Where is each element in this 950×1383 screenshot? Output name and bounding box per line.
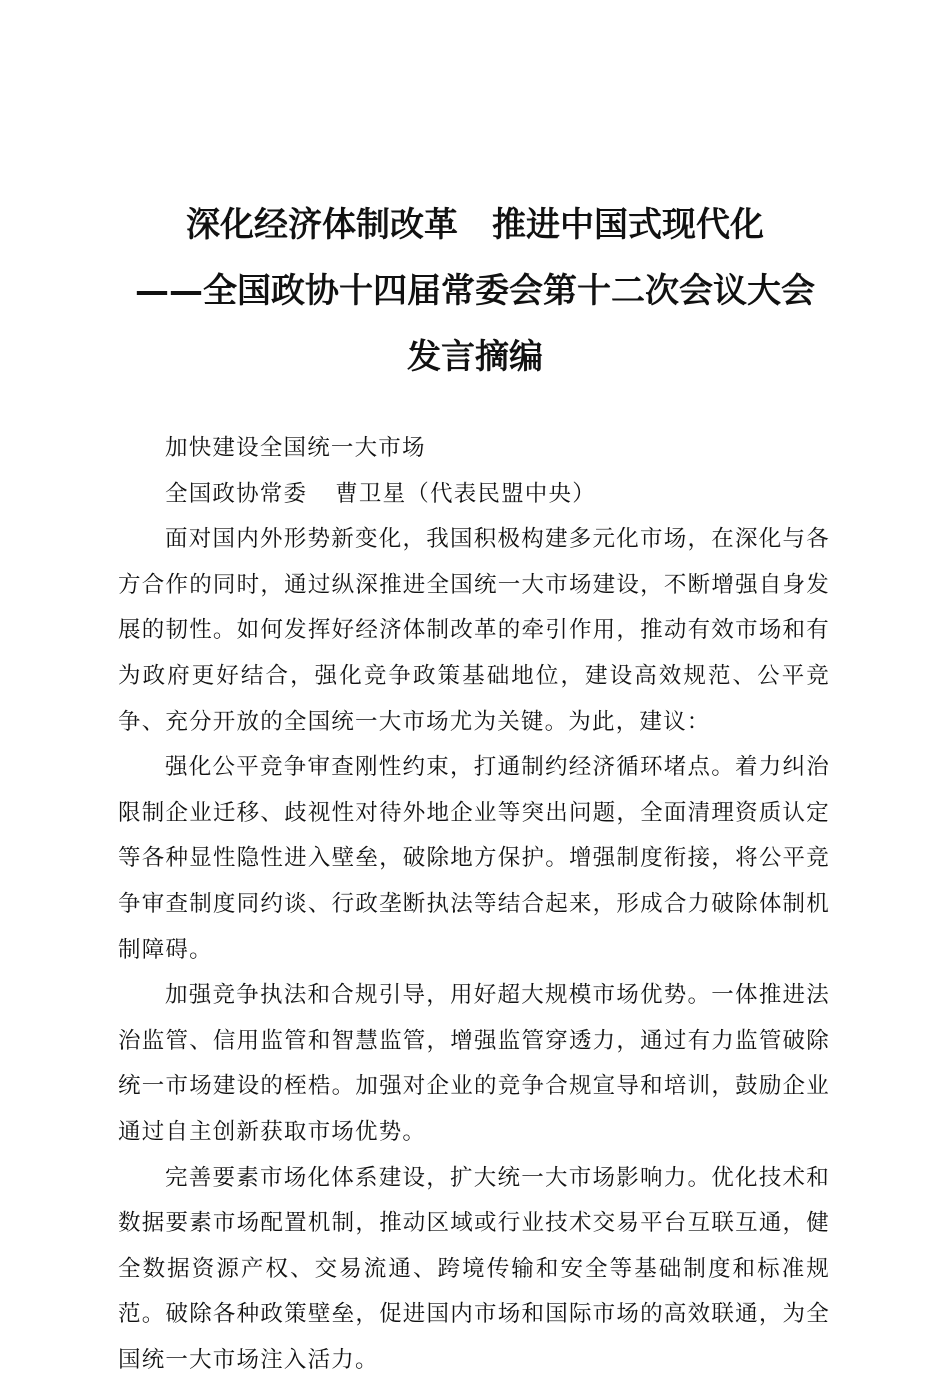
- title-line-3: 发言摘编: [110, 324, 840, 390]
- document-body: [118, 426, 830, 1383]
- paragraph-enforcement: 加强竞争执法和合规引导，用好超大规模市场优势。一体推进法治监管、信用监管和智慧监管，增强监管穿透力，通过有力监管破除统一市场建设的桎梏。加强对企业的竞争合规宣导和培训，鼓励企业通过自主创新获取市场优势。: [118, 973, 830, 1155]
- title-line-2: ——全国政协十四届常委会第十二次会议大会: [110, 258, 840, 324]
- author-name: 曹卫星（代表民盟中央）: [335, 481, 596, 507]
- author-line: [118, 472, 830, 518]
- title-line-1: 深化经济体制改革 推进中国式现代化: [110, 192, 840, 258]
- section-heading: 加快建设全国统一大市场: [118, 426, 830, 472]
- paragraph-factor-market: 完善要素市场化体系建设，扩大统一大市场影响力。优化技术和数据要素市场配置机制，推动区域或行业技术交易平台互联互通，健全数据资源产权、交易流通、跨境传输和安全等基础制度和标准规范。破除各种政策壁垒，促进国内市场和国际市场的高效联通，为全国统一大市场注入活力。: [118, 1156, 830, 1383]
- paragraph-intro: 面对国内外形势新变化，我国积极构建多元化市场，在深化与各方合作的同时，通过纵深推进全国统一大市场建设，不断增强自身发展的韧性。如何发挥好经济体制改革的牵引作用，推动有效市场和有为政府更好结合，强化竞争政策基础地位，建设高效规范、公平竞争、充分开放的全国统一大市场尤为关键。为此，建议：: [118, 517, 830, 745]
- paragraph-fair-competition: 强化公平竞争审查刚性约束，打通制约经济循环堵点。着力纠治限制企业迁移、歧视性对待外地企业等突出问题，全面清理资质认定等各种显性隐性进入壁垒，破除地方保护。增强制度衔接，将公平竞争审查制度同约谈、行政垄断执法等结合起来，形成合力破除体制机制障碍。: [118, 745, 830, 973]
- document-title: [110, 192, 840, 390]
- author-role: 全国政协常委: [165, 481, 307, 507]
